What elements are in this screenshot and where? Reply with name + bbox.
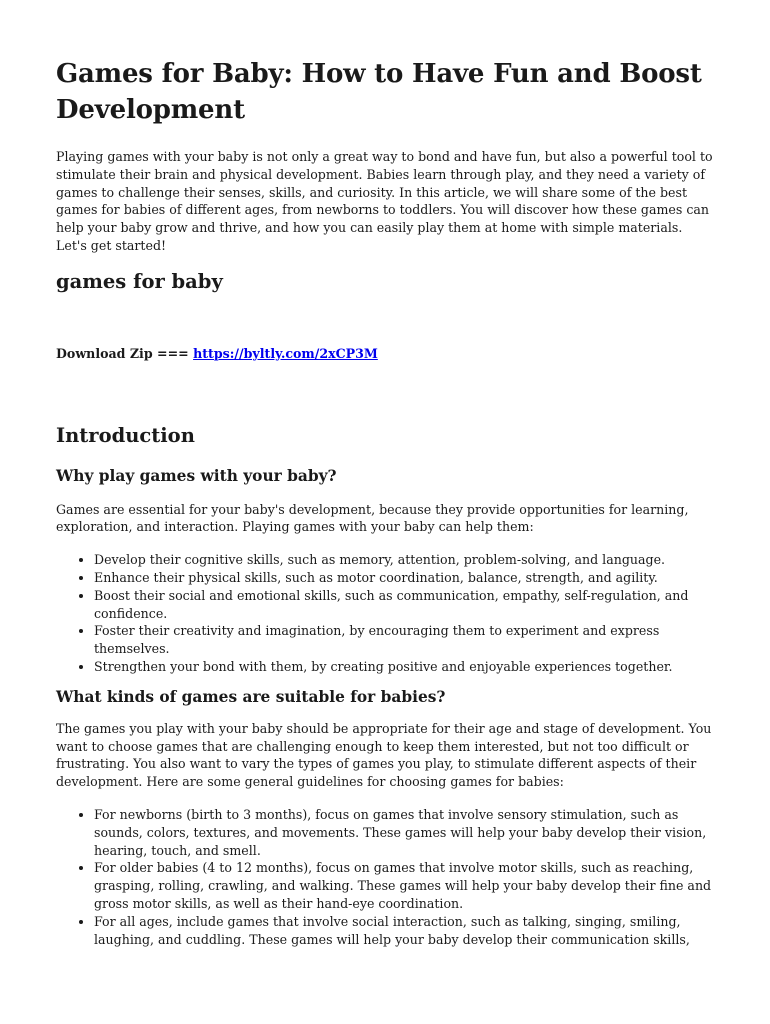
list-item: • Develop their cognitive skills, such as memory, attention, problem-solving, and language.: [94, 551, 716, 569]
download-line: [56, 345, 716, 363]
list-item: • Strengthen your bond with them, by creating positive and enjoyable experiences together.: [94, 658, 716, 676]
document-page: [56, 56, 716, 948]
list-item: • For older babies (4 to 12 months), focus on games that involve motor skills, such as reaching, grasping, rolling, crawling, and walking. These games will help your baby develop their fine and gross motor skills, as well as their hand-eye coordination.: [94, 859, 716, 912]
page-title: Games for Baby: How to Have Fun and Boost Development: [56, 59, 702, 125]
intro-paragraph: Playing games with your baby is not only a great way to bond and have fun, but also a powerful tool to stimulate their brain and physical development. Babies learn through play, and they need a variety of games to challenge their senses, skills, and curiosity. In this article, we will share some of the best games for babies of different ages, from newborns to toddlers. You will discover how these games can help your baby grow and thrive, and how you can easily play them at home with simple materials. Let's get started!: [56, 149, 713, 253]
why-paragraph: Games are essential for your baby's development, because they provide opportunities for learning, exploration, and interaction. Playing games with your baby can help them:: [56, 501, 689, 535]
keyword-heading: games for baby: [56, 269, 223, 293]
list-item: • Foster their creativity and imagination, by encouraging them to experiment and express themselves.: [94, 622, 716, 658]
what-heading: What kinds of games are suitable for babies?: [56, 687, 446, 706]
why-list: [56, 551, 716, 676]
introduction-heading: Introduction: [56, 423, 195, 447]
download-label: Download Zip ===: [56, 345, 194, 361]
list-item: • Boost their social and emotional skills, such as communication, empathy, self-regulation, and confidence.: [94, 587, 716, 623]
what-paragraph: The games you play with your baby should be appropriate for their age and stage of development. You want to choose games that are challenging enough to keep them interested, but not too difficult or frustrating. You also want to vary the types of games you play, to stimulate different aspects of their development. Here are some general guidelines for choosing games for babies:: [56, 720, 712, 790]
list-item: • For newborns (birth to 3 months), focus on games that involve sensory stimulation, such as sounds, colors, textures, and movements. These games will help your baby develop their vision, hearing, touch, and smell.: [94, 806, 716, 859]
what-list: [56, 806, 716, 948]
list-item: • Enhance their physical skills, such as motor coordination, balance, strength, and agility.: [94, 569, 716, 587]
list-item: • For all ages, include games that involve social interaction, such as talking, singing, smiling, laughing, and cuddling. These games will help your baby develop their communication skills,: [94, 913, 716, 949]
why-heading: Why play games with your baby?: [56, 466, 337, 485]
download-link[interactable]: https://byltly.com/2xCP3M: [193, 345, 378, 361]
